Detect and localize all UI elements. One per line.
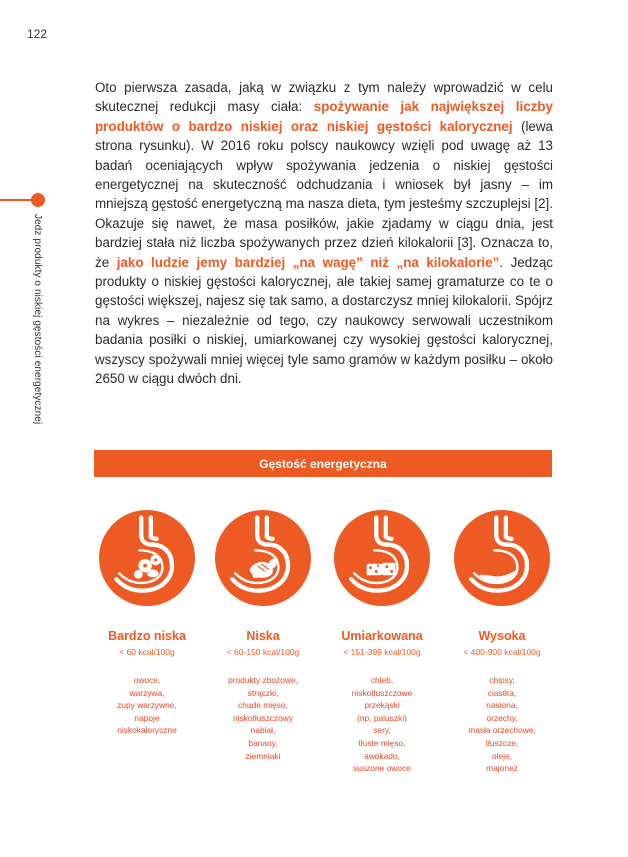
section-label: Jedz produkty o niskiej gęstości energetycznej: [32, 214, 43, 425]
food-item: owoce,: [133, 675, 161, 685]
paragraph-text: Oto pierwsza zasada, jaką w związku z tym należy wprowadzić w celu skutecznej redukcji masy ciała:: [95, 80, 553, 115]
food-item: oleje,: [491, 750, 513, 761]
food-item: chude mięso,: [238, 700, 288, 711]
density-level-name: Bardzo niska: [108, 629, 186, 643]
infographic-title-banner: [94, 450, 552, 477]
food-item: niskotłuszczowe: [351, 687, 413, 698]
food-item: strączki,: [247, 687, 279, 698]
density-column-low: [204, 510, 322, 762]
density-range: < 60-150 kcal/100g: [226, 647, 300, 657]
food-list: [204, 674, 322, 762]
food-item: banany,: [248, 737, 278, 748]
food-item: (np. paluszki): [357, 712, 407, 723]
food-item: nasiona,: [486, 700, 518, 711]
infographic-title: Gęstość energetyczna: [259, 456, 387, 471]
food-item: sery,: [373, 725, 391, 736]
food-item: przekąski: [364, 700, 400, 711]
density-column-very-low: [88, 510, 206, 737]
food-item: tłuszcze,: [485, 737, 519, 748]
food-item: tłuste mięso,: [358, 737, 406, 748]
density-level-name: Umiarkowana: [341, 629, 423, 643]
food-item: niskokaloryczne: [117, 725, 177, 736]
food-item: ziemniaki: [245, 750, 281, 761]
food-item: masła orzechowe,: [468, 725, 536, 736]
food-list: [88, 674, 206, 737]
stomach-fat-small-icon: [454, 510, 550, 606]
food-item: zupy warzywne,: [117, 700, 177, 711]
food-item: nabiał,: [250, 725, 276, 736]
food-item: napoje: [134, 712, 160, 723]
highlighted-text: spożywanie jak największej liczby produktów o bardzo niskiej oraz niskiej gęstości kalorycznej: [95, 99, 553, 134]
food-item: orzechy,: [486, 712, 518, 723]
body-paragraph: [95, 78, 553, 389]
food-item: niskotłuszczowy: [232, 712, 294, 723]
food-item: chipsy,: [489, 675, 515, 685]
page-number: 122: [27, 27, 48, 41]
food-item: awokado,: [364, 750, 400, 761]
density-range: < 400-900 kcal/100g: [463, 647, 541, 657]
density-level-name: Wysoka: [478, 629, 526, 643]
paragraph-text: (lewa strona rysunku). W 2016 roku polscy naukowcy wzięli pod uwagę aż 13 badań oceniających wpływ spożywania jedzenia o niskiej gęstości energetycznej na skuteczność odchudzania i wniosek był jasny – im mniejszą gęstość energetyczną ma nasza dieta, tym jesteśmy szczuplejsi [2]. Okazuje się nawet, że masa posiłków, jakie zjadamy w ciągu dnia, jest bardziej stała niż liczba spożywanych przez dzień kilokalorii [3]. Oznacza to, że: [95, 118, 553, 270]
stomach-full-produce-icon: [99, 510, 195, 606]
paragraph-text: . Jedząc produkty o niskiej gęstości kalorycznej, ale takiej samej gramaturze co te o gęstości większej, najesz się tak samo, a dostarczysz mniej kilokalorii. Spójrz na wykres – niezależnie od tego, czy naukowcy serwowali uczestnikom badania posiłki o niskiej, umiarkowanej czy wysokiej gęstości kalorycznej, wszyscy spożywali mniej więcej tyle samo gramów w każdym posiłku – około 2650 w ciągu dwóch dni.: [95, 254, 554, 387]
section-marker-dot: [31, 193, 45, 207]
density-range: < 60 kcal/100g: [119, 647, 175, 657]
stomach-dense-foods-icon: [334, 510, 430, 606]
food-item: ciastka,: [487, 687, 517, 698]
density-range: < 151-399 kcal/100g: [343, 647, 421, 657]
density-column-moderate: [323, 510, 441, 775]
density-level-name: Niska: [246, 629, 280, 643]
food-list: [443, 674, 561, 775]
highlighted-text: jako ludzie jemy bardziej „na wagę” niż „na kilokalorie”: [116, 254, 500, 270]
stomach-starchy-foods-icon: [215, 510, 311, 606]
food-item: produkty zbożowe,: [228, 675, 298, 685]
food-item: suszone owoce: [353, 763, 411, 774]
density-column-high: [443, 510, 561, 775]
food-item: chleb,: [370, 675, 394, 685]
food-item: majonez: [486, 763, 518, 774]
food-list: [323, 674, 441, 775]
food-item: warzywa,: [129, 687, 165, 698]
